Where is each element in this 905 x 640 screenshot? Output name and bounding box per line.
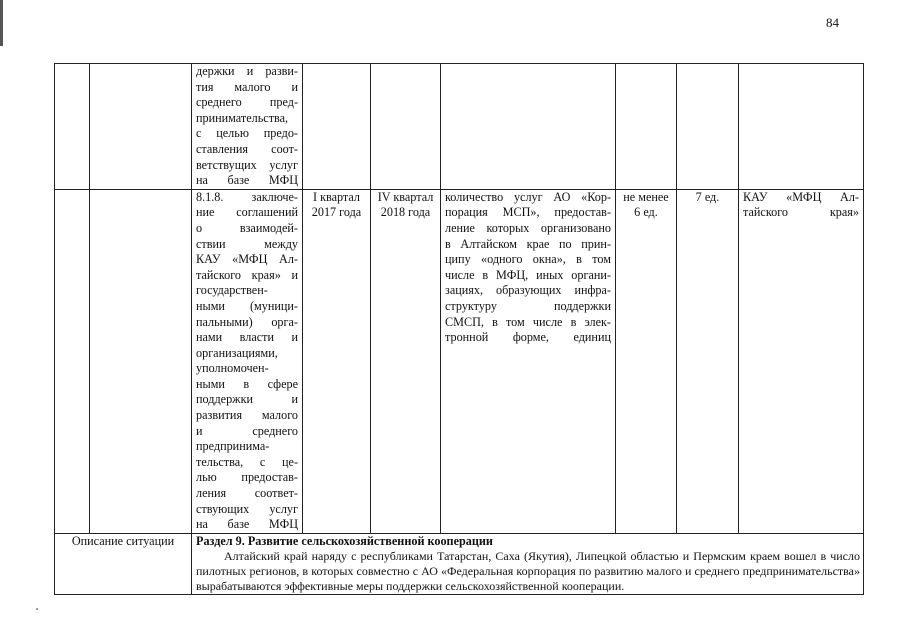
cell-fact-empty: [677, 64, 739, 190]
cell-fact-value: 7 ед.: [677, 189, 739, 533]
cell-start-date: I квартал 2017 года: [303, 189, 371, 533]
cell-measure-continued: держки и разви- тия малого и среднего пред- принимательства, с целью предо- ставления соот- ветствущих услуг на базе МФЦ: [192, 64, 303, 190]
cell-measure-8-1-8: 8.1.8. заключе- ние соглашений о взаимодей- ствии между КАУ «МФЦ Ал- тайского края» и государствен- ными (муници- пальными) орга- нами власти и организациями, уполномочен- ными в сфере поддержки и развития малого и среднего предпринима- тельства, с це- лью предостав- ления соответ- ствующих услуг на базе МФЦ: [192, 189, 303, 533]
cell-indicator-empty: [441, 64, 616, 190]
cell-target-value: не менее 6 ед.: [616, 189, 677, 533]
situation-paragraph: [196, 549, 860, 593]
page-number: 84: [826, 15, 839, 30]
section-title: Раздел 9. Развитие сельскохозяйственной кооперации: [196, 533, 493, 548]
cell-goal: [90, 189, 192, 533]
situation-label: Описание ситуации: [55, 533, 192, 594]
situation-content: [192, 533, 864, 594]
cell-executor: КАУ «МФЦ Ал- тайского края»: [739, 189, 864, 533]
cell-number: [55, 64, 90, 190]
measures-table: [54, 63, 864, 595]
table-row-8-1-8: [55, 189, 864, 533]
cell-start-empty: [303, 64, 371, 190]
situation-paragraph-text: Алтайский край наряду с республиками Татарстан, Саха (Якутия), Липецкой областью и Пермским краем вошел в число пилотных регионов, в которых совместно с АО «Федеральная корпорация по развитию малого и среднего предпринимательства» вырабатываются эффективные меры поддержки сельскохозяйственной кооперации.: [196, 549, 860, 593]
table-row-situation: [55, 533, 864, 594]
cell-number: [55, 189, 90, 533]
cell-goal: [90, 64, 192, 190]
table-row-continued: [55, 64, 864, 190]
cell-end-empty: [371, 64, 441, 190]
cell-target-empty: [616, 64, 677, 190]
scan-speck: [36, 608, 38, 610]
scan-edge-mark: [0, 0, 3, 46]
cell-indicator: количество услуг АО «Кор- порация МСП», предостав- ление которых организовано в Алтайском крае по прин- ципу «одного окна», в том числе в МФЦ, иных органи- зациях, образующих инфра- структуру поддержки СМСП, в том числе в элек- тронной форме, единиц: [441, 189, 616, 533]
cell-executor-empty: [739, 64, 864, 190]
cell-end-date: IV квартал 2018 года: [371, 189, 441, 533]
